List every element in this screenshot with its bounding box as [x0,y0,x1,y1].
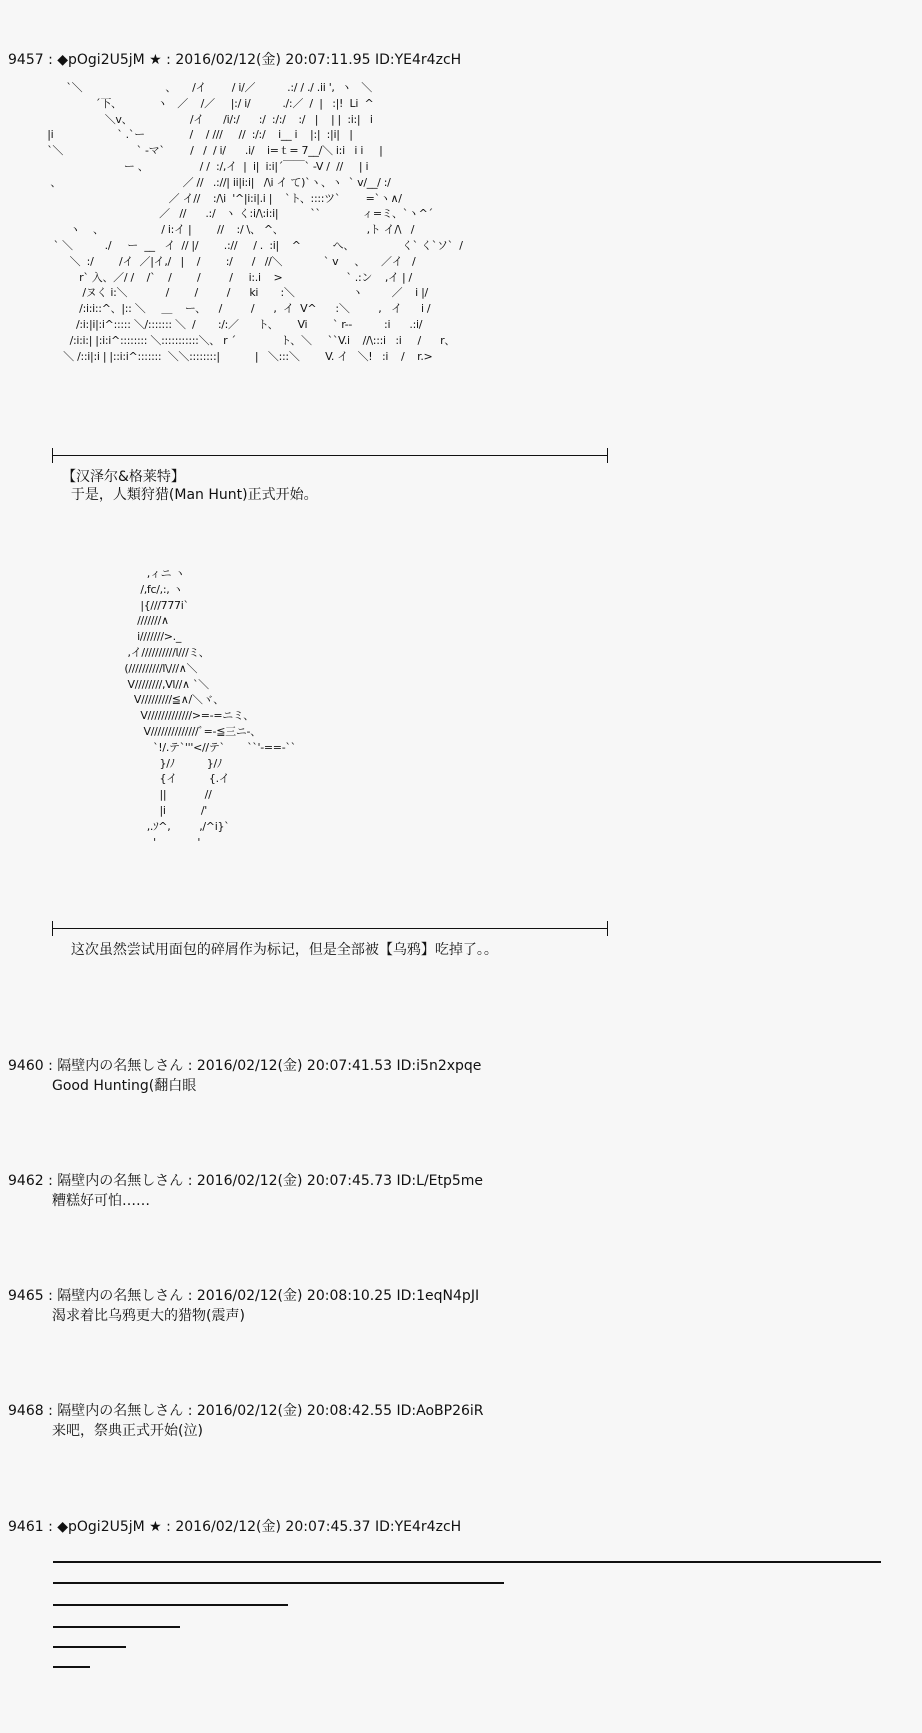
post-body-9462: 糟糕好可怕…… [52,1193,150,1209]
horizontal-rule-2 [53,1582,504,1584]
horizontal-rule-1 [53,1561,881,1563]
horizontal-rule-6 [53,1666,90,1668]
post-header-9468: 9468 : 隔壁内の名無しさん : 2016/02/12(金) 20:08:42.55 ID:AoBP26iR [8,1403,484,1419]
post-body-9468: 来吧，祭典正式开始(泣) [52,1423,203,1439]
caption-crow: 这次虽然尝试用面包的碎屑作为标记，但是全部被【乌鸦】吃掉了。。 [62,942,498,958]
scene-divider-2 [52,928,608,929]
post-header-9462: 9462 : 隔壁内の名無しさん : 2016/02/12(金) 20:07:45.73 ID:L/Etp5me [8,1173,484,1189]
post-header-9457: 9457 : ◆pOgi2U5jM ★ : 2016/02/12(金) 20:07:11.95 ID:YE4r4zcH [8,52,462,68]
ascii-art-forest: `＼ 、 /イ / i/／ .:/ / ./ .ii ', ヽ ＼ ´下、 ヽ ／ /／ |:/ i/ ./:／ / | :|! Li ^ ＼v、 /イ /i/:/ :/ :/:/ :/ | | | :i:| i |i ` .`ー / / /// // :/:/ i__ i |:| :|i| | `＼ ` -マ` / / / i/ .i/ i=ｔ= 7__/＼ i:i i i | ー 、 / / :/,イ | i| i:i|´￣￣` -V / // | i 、 ／ // .://| ii|i:i| /\i イ て)`ヽ、ヽ ` v/__/ :/ ／ イ// :/\i '^|i:i|.i | `ト、::::ツ` =`ヽ∧/ ／ // .:/ ヽ く:i/\:i:i| `` ィ=ミ、`ヽ^´ ヽ 、 / i:イ | // :/ \、 ^、 ,ト イ/\ / ` ＼ ./ ー __ イ // |/ .:// / . :i| ^ へ、 く` く`ソ` / ＼ :/ /イ ／|イ,/ | / :/ / //＼ ` v 、 ／イ / r` 入、／/ / /` / / / i:.i > ` .:ン ,イ | / /ヌく i:＼ / / / ki :＼ ヽ ／ i |/ /:i:i::^、|:: ＼ ＿ ー、 / / , イ V^ :＼ , イ i / /:i:|i|:i^::::: ＼/::::::: ＼ / :/:／ ト、 Vi ` r-- :i .:i/ /:i:i:| |:i:i^:::::::: ＼:::::::::::＼、 r ´ ト、＼ ``V.i //\:::i :i / r、 ＼ /::i|:i | |::i:i^::::::: ＼＼::::::::| | ＼:::＼ V. イ ＼! :i / r.> [47,81,463,363]
divider-tick-right [607,921,608,936]
horizontal-rule-4 [53,1626,180,1628]
scene-divider-1 [52,455,608,456]
post-header-9465: 9465 : 隔壁内の名無しさん : 2016/02/12(金) 20:08:10.25 ID:1eqN4pJI [8,1288,480,1304]
horizontal-rule-3 [53,1604,288,1606]
post-header-9460: 9460 : 隔壁内の名無しさん : 2016/02/12(金) 20:07:41.53 ID:i5n2xpqe [8,1058,482,1074]
ascii-art-crow: ,ィニ ヽ /,fc/,:, ヽ |{///777i` ///////∧ i///////>._ ,イ//////////l///ミ、 (//////////l\///∧＼ V////////,Vl//∧ `＼ V/////////≦∧/＼ヾ、 V/////////////>=-=ニミ、 V//////////////ﾞ=-≦三ニ-、 `!/.テ`'''<//テ` ``'-==-`` }/ﾉ }/ﾉ {イ {.イ || // |i /' ,.ｿ^, ,/^i}` ' ' [124,567,296,849]
divider-tick-left [52,921,53,936]
divider-tick-left [52,448,53,463]
post-body-9465: 渴求着比乌鸦更大的猎物(震声) [52,1308,245,1324]
horizontal-rule-5 [53,1646,126,1648]
caption-hansel-gretel: 【汉泽尔&格莱特】 于是，人類狩猎(Man Hunt)正式开始。 [62,469,318,503]
divider-tick-right [607,448,608,463]
post-header-9461: 9461 : ◆pOgi2U5jM ★ : 2016/02/12(金) 20:07:45.37 ID:YE4r4zcH [8,1519,462,1535]
post-body-9460: Good Hunting(翻白眼 [52,1078,197,1094]
